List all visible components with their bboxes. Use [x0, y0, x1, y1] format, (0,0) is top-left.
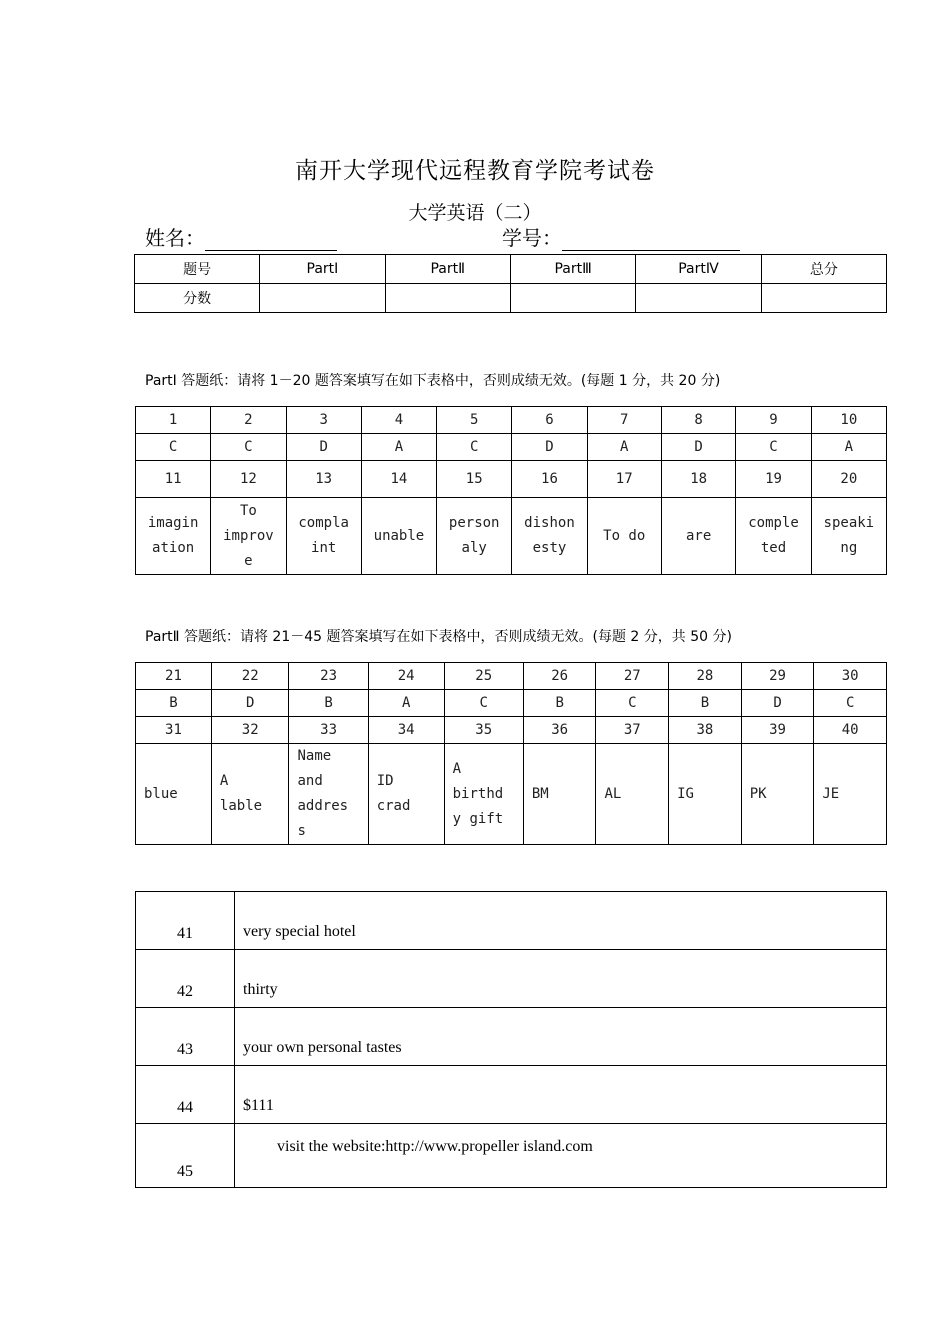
- question-number-cell: 40: [814, 717, 887, 744]
- question-number-cell: 4: [361, 407, 436, 434]
- answer-cell[interactable]: person aly: [437, 498, 512, 575]
- question-number-cell: 35: [444, 717, 523, 744]
- question-number-cell: 19: [736, 461, 811, 498]
- score-value-row: [135, 284, 887, 313]
- answer-cell[interactable]: C: [814, 690, 887, 717]
- question-number-cell: 10: [811, 407, 886, 434]
- answer-cell[interactable]: IG: [669, 744, 742, 845]
- name-blank[interactable]: [205, 230, 337, 251]
- question-number-cell: 6: [512, 407, 587, 434]
- question-number: 42: [136, 950, 235, 1008]
- answer-cell[interactable]: Name and addres s: [289, 744, 368, 845]
- question-number-cell: 2: [211, 407, 286, 434]
- question-number-cell: 20: [811, 461, 886, 498]
- part2-num-row-a: [136, 663, 887, 690]
- part3-row: [136, 892, 887, 950]
- score-header-cell: 总分: [761, 255, 886, 284]
- score-header-row: [135, 255, 887, 284]
- question-number-cell: 27: [596, 663, 669, 690]
- question-number-cell: 11: [136, 461, 211, 498]
- exam-title: 南开大学现代远程教育学院考试卷: [295, 158, 655, 184]
- answer-cell[interactable]: B: [136, 690, 212, 717]
- answer-cell[interactable]: A: [361, 434, 436, 461]
- answer-cell[interactable]: JE: [814, 744, 887, 845]
- answer-cell[interactable]: D: [741, 690, 814, 717]
- question-number: 41: [136, 892, 235, 950]
- score-table: [134, 254, 887, 313]
- answer-cell[interactable]: ID crad: [368, 744, 444, 845]
- answer-text[interactable]: $111: [235, 1066, 887, 1124]
- score-header-cell: 题号: [135, 255, 260, 284]
- part3-row: [136, 1008, 887, 1066]
- student-id-blank[interactable]: [562, 230, 740, 251]
- question-number-cell: 28: [669, 663, 742, 690]
- answer-text[interactable]: very special hotel: [235, 892, 887, 950]
- answer-text[interactable]: thirty: [235, 950, 887, 1008]
- question-number-cell: 26: [523, 663, 596, 690]
- question-number-cell: 12: [211, 461, 286, 498]
- answer-cell[interactable]: D: [661, 434, 736, 461]
- answer-cell[interactable]: C: [437, 434, 512, 461]
- question-number: 44: [136, 1066, 235, 1124]
- score-cell[interactable]: [385, 284, 510, 313]
- question-number-cell: 33: [289, 717, 368, 744]
- score-header-cell: PartⅡ: [385, 255, 510, 284]
- question-number-cell: 31: [136, 717, 212, 744]
- answer-cell[interactable]: C: [444, 690, 523, 717]
- question-number-cell: 25: [444, 663, 523, 690]
- question-number-cell: 38: [669, 717, 742, 744]
- score-header-cell: PartⅢ: [510, 255, 635, 284]
- answer-cell[interactable]: C: [736, 434, 811, 461]
- answer-cell[interactable]: imagin ation: [136, 498, 211, 575]
- answer-cell[interactable]: are: [661, 498, 736, 575]
- question-number-cell: 1: [136, 407, 211, 434]
- name-field: [145, 222, 337, 251]
- question-number-cell: 8: [661, 407, 736, 434]
- answer-cell[interactable]: PK: [741, 744, 814, 845]
- part2-num-row-b: [136, 717, 887, 744]
- exam-subtitle: 大学英语（二）: [408, 202, 542, 224]
- question-number-cell: 23: [289, 663, 368, 690]
- answer-cell[interactable]: compla int: [286, 498, 361, 575]
- question-number-cell: 16: [512, 461, 587, 498]
- question-number-cell: 34: [368, 717, 444, 744]
- answer-cell[interactable]: B: [289, 690, 368, 717]
- answer-cell[interactable]: D: [286, 434, 361, 461]
- part3-row: [136, 1124, 887, 1188]
- name-label: 姓名：: [145, 226, 205, 250]
- score-cell[interactable]: [260, 284, 385, 313]
- question-number-cell: 14: [361, 461, 436, 498]
- student-id-label: 学号：: [502, 226, 562, 250]
- question-number-cell: 30: [814, 663, 887, 690]
- question-number-cell: 21: [136, 663, 212, 690]
- question-number-cell: 36: [523, 717, 596, 744]
- answer-cell[interactable]: D: [512, 434, 587, 461]
- question-number-cell: 39: [741, 717, 814, 744]
- score-header-cell: PartⅠ: [260, 255, 385, 284]
- answer-cell[interactable]: BM: [523, 744, 596, 845]
- answer-cell[interactable]: To do: [587, 498, 661, 575]
- answer-cell[interactable]: dishon esty: [512, 498, 587, 575]
- answer-cell[interactable]: C: [596, 690, 669, 717]
- part1-answer-row-b: [136, 498, 887, 575]
- question-number-cell: 17: [587, 461, 661, 498]
- student-id-field: [502, 222, 740, 251]
- part1-answer-table: [135, 406, 887, 575]
- score-cell[interactable]: [761, 284, 886, 313]
- score-cell[interactable]: [636, 284, 761, 313]
- part3-row: [136, 1066, 887, 1124]
- question-number-cell: 22: [211, 663, 289, 690]
- question-number: 45: [136, 1124, 235, 1188]
- question-number-cell: 29: [741, 663, 814, 690]
- question-number-cell: 15: [437, 461, 512, 498]
- part2-answer-table: [135, 662, 887, 845]
- question-number-cell: 13: [286, 461, 361, 498]
- answer-cell[interactable]: B: [523, 690, 596, 717]
- part1-instruction: PartⅠ 答题纸：请将 1－20 题答案填写在如下表格中，否则成绩无效。(每题 1 分，共 20 分): [145, 373, 721, 389]
- answer-cell[interactable]: C: [211, 434, 286, 461]
- question-number-cell: 18: [661, 461, 736, 498]
- answer-cell[interactable]: blue: [136, 744, 212, 845]
- answer-cell[interactable]: speaki ng: [811, 498, 886, 575]
- answer-cell[interactable]: unable: [361, 498, 436, 575]
- answer-cell[interactable]: A: [811, 434, 886, 461]
- answer-cell[interactable]: A lable: [211, 744, 289, 845]
- question-number-cell: 7: [587, 407, 661, 434]
- score-row-label: 分数: [135, 284, 260, 313]
- answer-cell[interactable]: C: [136, 434, 211, 461]
- answer-cell[interactable]: A: [587, 434, 661, 461]
- question-number-cell: 37: [596, 717, 669, 744]
- answer-text[interactable]: your own personal tastes: [235, 1008, 887, 1066]
- answer-cell[interactable]: A birthd y gift: [444, 744, 523, 845]
- question-number-cell: 3: [286, 407, 361, 434]
- part1-num-row-b: [136, 461, 887, 498]
- answer-cell[interactable]: A: [368, 690, 444, 717]
- part2-answer-row-b: [136, 744, 887, 845]
- answer-cell[interactable]: AL: [596, 744, 669, 845]
- part1-answer-row-a: [136, 434, 887, 461]
- answer-cell[interactable]: D: [211, 690, 289, 717]
- part2-instruction: PartⅡ 答题纸：请将 21－45 题答案填写在如下表格中，否则成绩无效。(每题 2 分，共 50 分): [145, 629, 732, 645]
- part3-row: [136, 950, 887, 1008]
- question-number-cell: 32: [211, 717, 289, 744]
- question-number-cell: 24: [368, 663, 444, 690]
- answer-cell[interactable]: B: [669, 690, 742, 717]
- score-cell[interactable]: [510, 284, 635, 313]
- part1-num-row-a: [136, 407, 887, 434]
- answer-text[interactable]: visit the website:http://www.propeller island.com: [235, 1124, 887, 1188]
- part3-answer-table: [135, 891, 887, 1188]
- question-number-cell: 9: [736, 407, 811, 434]
- score-header-cell: PartⅣ: [636, 255, 761, 284]
- question-number-cell: 5: [437, 407, 512, 434]
- answer-cell[interactable]: comple ted: [736, 498, 811, 575]
- answer-cell[interactable]: To improv e: [211, 498, 286, 575]
- part2-answer-row-a: [136, 690, 887, 717]
- question-number: 43: [136, 1008, 235, 1066]
